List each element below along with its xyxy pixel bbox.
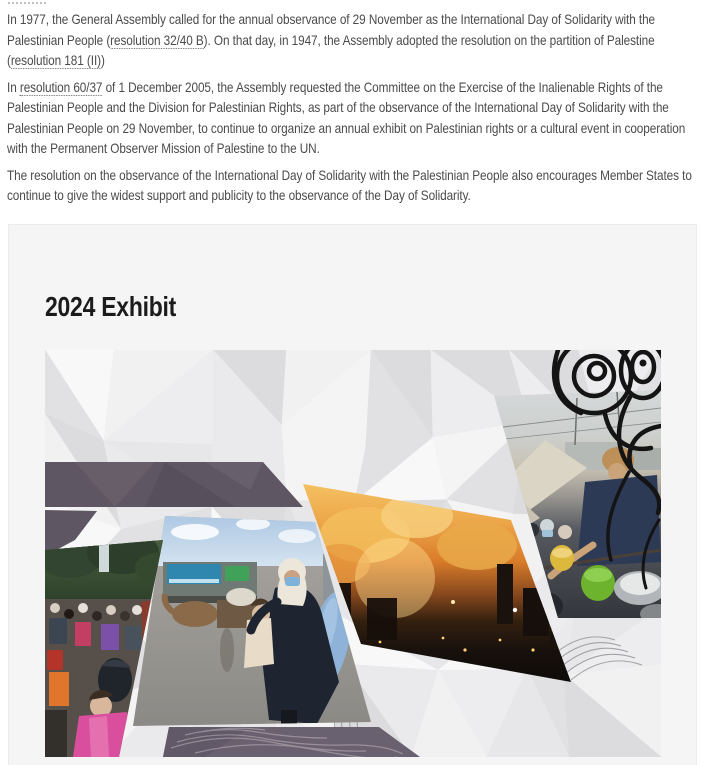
article-paragraph	[7, 77, 696, 159]
cropped-text-remnant	[8, 0, 46, 4]
paragraph-text: In	[7, 78, 20, 95]
article-paragraphs	[0, 0, 696, 206]
article-paragraph	[7, 165, 696, 206]
resolution-60-37-link[interactable]: resolution 60/37	[19, 78, 103, 95]
paragraph-text: of 1 December 2005, the Assembly requested the Committee on the Exercise of the Inalienable Rights of the Palestinian People and the Division for Palestinian Rights, as part of the observance of the International Day of Solidarity with the Palestinian People on 29 November, to continue to organize an annual exhibit on Palestinian rights or a cultural event in cooperation with the Permanent Observer Mission of Palestine to the UN.	[7, 78, 686, 156]
exhibit-collage-image	[45, 350, 661, 757]
article-paragraph	[7, 9, 696, 71]
paragraph-text: )	[100, 52, 105, 68]
resolution-32-40-b-link[interactable]: resolution 32/40 B	[110, 31, 204, 48]
exhibit-title: 2024 Exhibit	[45, 290, 177, 322]
exhibit-title-row	[45, 292, 696, 322]
exhibit-card	[8, 224, 697, 765]
paragraph-text: ). On that day, in 1947, the Assembly adopted the resolution on the partition of Palestine (	[7, 31, 655, 68]
paragraph-text: In 1977, the General Assembly called for the annual observance of 29 November as the International Day of Solidarity with the Palestinian People (	[7, 11, 656, 48]
resolution-181-ii-link[interactable]: resolution 181 (II)	[10, 52, 101, 68]
bottom-purple-band	[163, 727, 420, 757]
paragraph-text: The resolution on the observance of the International Day of Solidarity with the Palestinian People also encourages Member States to continue to give the widest support and publicity to the observance of the Day of Solidarity.	[7, 166, 692, 203]
